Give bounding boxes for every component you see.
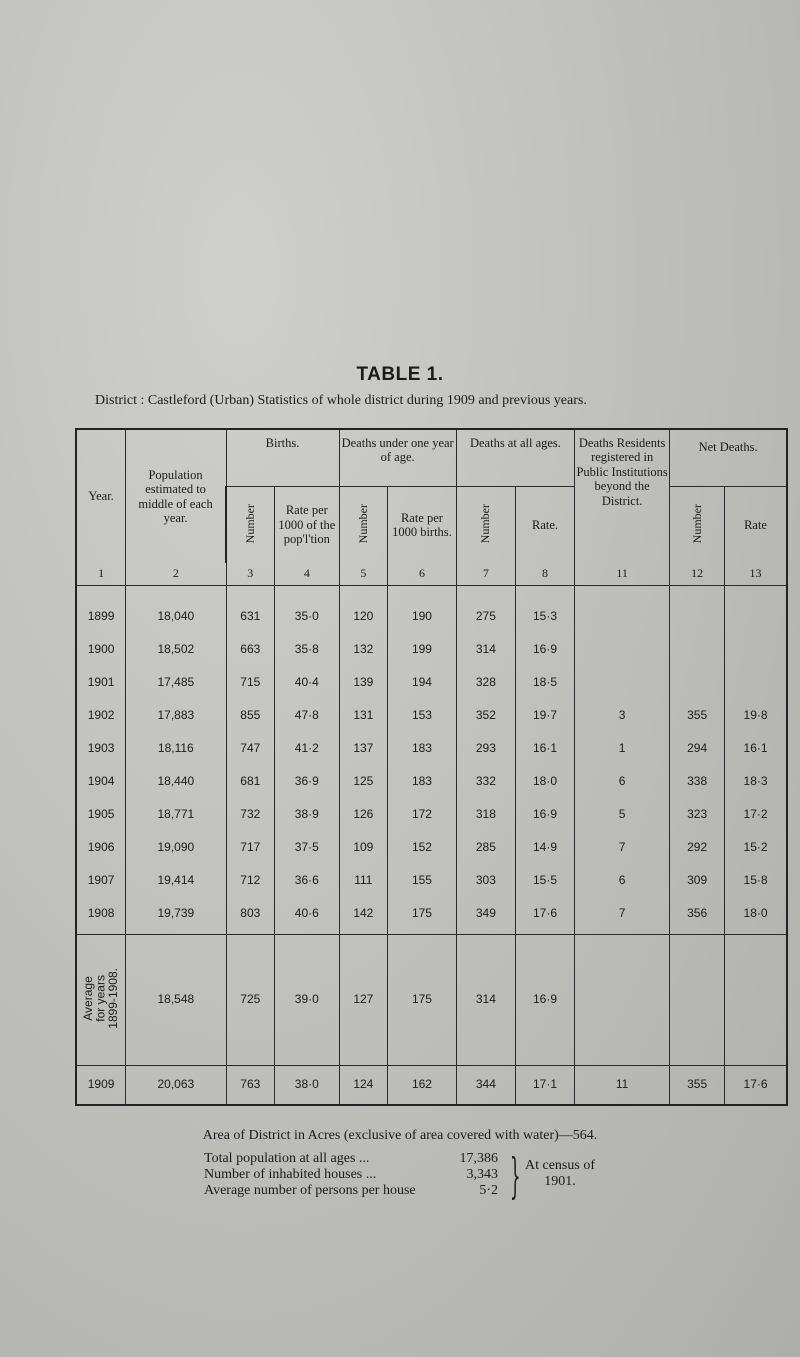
header-deaths-residents: Deaths Residents registered in Public Institutions beyond the District. <box>575 429 670 563</box>
cell-pop: 18,548 <box>126 935 226 1066</box>
cell-net-rate <box>725 586 787 634</box>
cell-pop: 18,116 <box>126 732 226 765</box>
cell-pop: 18,040 <box>126 586 226 634</box>
cell-infant-deaths-number: 125 <box>339 765 388 798</box>
header-births-rate: Rate per 1000 of the pop'l'tion <box>275 487 339 564</box>
average-row <box>76 935 787 1066</box>
cell-institution-deaths: 6 <box>575 864 670 897</box>
header-deaths-all-ages: Deaths at all ages. <box>456 429 574 487</box>
cell-infant-deaths-number: 139 <box>339 666 388 699</box>
summary-line <box>204 1167 498 1183</box>
cell-net-number <box>670 633 725 666</box>
cell-net-number: 323 <box>670 798 725 831</box>
table-row <box>76 732 787 765</box>
cell-infant-deaths-rate: 155 <box>388 864 457 897</box>
cell-net-rate <box>725 935 787 1066</box>
cell-births-number: 855 <box>226 699 275 732</box>
column-number: 8 <box>515 563 574 586</box>
table-row <box>76 633 787 666</box>
cell-infant-deaths-number: 109 <box>339 831 388 864</box>
cell-pop: 18,440 <box>126 765 226 798</box>
cell-infant-deaths-rate: 194 <box>388 666 457 699</box>
cell-net-rate: 18·0 <box>725 897 787 935</box>
table-row <box>76 699 787 732</box>
cell-births-rate: 36·6 <box>275 864 339 897</box>
cell-net-number <box>670 935 725 1066</box>
cell-births-number: 631 <box>226 586 275 634</box>
cell-infant-deaths-rate: 162 <box>388 1066 457 1106</box>
cell-births-rate: 35·0 <box>275 586 339 634</box>
cell-births-rate: 35·8 <box>275 633 339 666</box>
cell-net-rate: 18·3 <box>725 765 787 798</box>
cell-births-rate: 40·6 <box>275 897 339 935</box>
cell-infant-deaths-rate: 199 <box>388 633 457 666</box>
cell-institution-deaths <box>575 586 670 634</box>
table-row <box>76 798 787 831</box>
cell-pop: 18,771 <box>126 798 226 831</box>
column-number: 5 <box>339 563 388 586</box>
cell-pop: 20,063 <box>126 1066 226 1106</box>
header-year: Year. <box>76 429 126 563</box>
cell-deaths-number: 293 <box>456 732 515 765</box>
cell-births-rate: 37·5 <box>275 831 339 864</box>
cell-institution-deaths <box>575 633 670 666</box>
statistics-table <box>75 428 788 1106</box>
cell-net-number: 294 <box>670 732 725 765</box>
summary-value: 5·2 <box>479 1183 498 1198</box>
cell-net-number: 355 <box>670 699 725 732</box>
cell-births-rate: 38·0 <box>275 1066 339 1106</box>
brace-glyph: } <box>509 1148 521 1204</box>
cell-year: 1908 <box>76 897 126 935</box>
cell-infant-deaths-rate: 175 <box>388 935 457 1066</box>
cell-births-rate: 38·9 <box>275 798 339 831</box>
cell-births-number: 763 <box>226 1066 275 1106</box>
cell-pop: 19,739 <box>126 897 226 935</box>
summary-value: 3,343 <box>466 1167 498 1182</box>
column-number: 2 <box>126 563 226 586</box>
header-deaths-all-number: Number <box>456 487 515 564</box>
cell-deaths-number: 349 <box>456 897 515 935</box>
cell-births-number: 725 <box>226 935 275 1066</box>
cell-births-rate: 39·0 <box>275 935 339 1066</box>
summary-line <box>204 1183 498 1199</box>
cell-net-rate: 19·8 <box>725 699 787 732</box>
header-births: Births. <box>226 429 339 487</box>
cell-year: 1909 <box>76 1066 126 1106</box>
cell-births-number: 803 <box>226 897 275 935</box>
cell-net-rate <box>725 633 787 666</box>
cell-institution-deaths <box>575 666 670 699</box>
cell-infant-deaths-number: 127 <box>339 935 388 1066</box>
cell-net-number: 309 <box>670 864 725 897</box>
cell-infant-deaths-number: 137 <box>339 732 388 765</box>
cell-deaths-number: 318 <box>456 798 515 831</box>
summary-block <box>204 1151 498 1199</box>
cell-year: 1905 <box>76 798 126 831</box>
summary-line <box>204 1151 498 1167</box>
cell-deaths-rate: 18·5 <box>515 666 574 699</box>
header-deaths-all-rate: Rate. <box>515 487 574 564</box>
cell-year: 1902 <box>76 699 126 732</box>
cell-deaths-number: 303 <box>456 864 515 897</box>
cell-births-number: 732 <box>226 798 275 831</box>
cell-year: 1899 <box>76 586 126 634</box>
header-net-deaths: Net Deaths. <box>670 429 787 487</box>
cell-institution-deaths: 7 <box>575 897 670 935</box>
cell-births-rate: 41·2 <box>275 732 339 765</box>
table-row <box>76 897 787 935</box>
cell-infant-deaths-number: 111 <box>339 864 388 897</box>
cell-deaths-rate: 16·1 <box>515 732 574 765</box>
cell-deaths-rate: 16·9 <box>515 798 574 831</box>
column-number: 11 <box>575 563 670 586</box>
cell-infant-deaths-rate: 190 <box>388 586 457 634</box>
cell-births-rate: 40·4 <box>275 666 339 699</box>
cell-year: 1900 <box>76 633 126 666</box>
cell-net-number: 338 <box>670 765 725 798</box>
table-row <box>76 864 787 897</box>
cell-births-rate: 47·8 <box>275 699 339 732</box>
cell-institution-deaths: 6 <box>575 765 670 798</box>
header-deaths-under-one: Deaths under one year of age. <box>339 429 456 487</box>
table-subtitle: District : Castleford (Urban) Statistics of whole district during 1909 and previous years. <box>95 393 587 408</box>
table-row <box>76 586 787 634</box>
cell-deaths-number: 352 <box>456 699 515 732</box>
cell-births-number: 663 <box>226 633 275 666</box>
cell-year: 1903 <box>76 732 126 765</box>
cell-infant-deaths-rate: 172 <box>388 798 457 831</box>
cell-pop: 19,414 <box>126 864 226 897</box>
cell-net-number: 292 <box>670 831 725 864</box>
cell-deaths-number: 275 <box>456 586 515 634</box>
cell-deaths-number: 314 <box>456 633 515 666</box>
cell-infant-deaths-rate: 175 <box>388 897 457 935</box>
cell-net-rate: 16·1 <box>725 732 787 765</box>
header-deaths-under-one-number: Number <box>339 487 388 564</box>
cell-births-number: 715 <box>226 666 275 699</box>
cell-deaths-number: 328 <box>456 666 515 699</box>
column-number: 6 <box>388 563 457 586</box>
cell-pop: 17,883 <box>126 699 226 732</box>
header-net-rate: Rate <box>725 487 787 564</box>
summary-label: Average number of persons per house <box>204 1183 416 1198</box>
cell-infant-deaths-rate: 153 <box>388 699 457 732</box>
cell-net-rate: 17·2 <box>725 798 787 831</box>
cell-net-number: 356 <box>670 897 725 935</box>
table-row <box>76 666 787 699</box>
table-title: TABLE 1. <box>356 364 444 385</box>
cell-births-number: 712 <box>226 864 275 897</box>
area-note: Area of District in Acres (exclusive of area covered with water)—564. <box>202 1128 598 1143</box>
cell-pop: 19,090 <box>126 831 226 864</box>
cell-pop: 17,485 <box>126 666 226 699</box>
column-number: 7 <box>456 563 515 586</box>
cell-institution-deaths: 3 <box>575 699 670 732</box>
cell-net-number <box>670 666 725 699</box>
cell-institution-deaths: 1 <box>575 732 670 765</box>
cell-net-rate: 17·6 <box>725 1066 787 1106</box>
cell-institution-deaths: 7 <box>575 831 670 864</box>
cell-infant-deaths-number: 142 <box>339 897 388 935</box>
cell-deaths-rate: 19·7 <box>515 699 574 732</box>
cell-year: 1907 <box>76 864 126 897</box>
average-label: Average for years 1899-1908. <box>76 935 126 1066</box>
table-row <box>76 831 787 864</box>
current-year-row <box>76 1066 787 1106</box>
cell-deaths-rate: 15·5 <box>515 864 574 897</box>
cell-institution-deaths: 5 <box>575 798 670 831</box>
cell-deaths-number: 285 <box>456 831 515 864</box>
cell-deaths-rate: 15·3 <box>515 586 574 634</box>
table-row <box>76 765 787 798</box>
column-number: 4 <box>275 563 339 586</box>
cell-net-number: 355 <box>670 1066 725 1106</box>
column-number: 1 <box>76 563 126 586</box>
header-population: Population estimated to middle of each year. <box>126 429 226 563</box>
census-note: At census of 1901. <box>525 1158 595 1189</box>
cell-births-rate: 36·9 <box>275 765 339 798</box>
cell-deaths-rate: 16·9 <box>515 935 574 1066</box>
cell-net-rate <box>725 666 787 699</box>
cell-net-number <box>670 586 725 634</box>
cell-infant-deaths-number: 132 <box>339 633 388 666</box>
cell-deaths-number: 344 <box>456 1066 515 1106</box>
cell-deaths-rate: 16·9 <box>515 633 574 666</box>
cell-deaths-rate: 14·9 <box>515 831 574 864</box>
summary-label: Total population at all ages ... <box>204 1151 370 1166</box>
cell-institution-deaths <box>575 935 670 1066</box>
cell-deaths-number: 314 <box>456 935 515 1066</box>
header-net-number: Number <box>670 487 725 564</box>
cell-institution-deaths: 11 <box>575 1066 670 1106</box>
cell-deaths-number: 332 <box>456 765 515 798</box>
cell-net-rate: 15·2 <box>725 831 787 864</box>
summary-value: 17,386 <box>459 1151 498 1166</box>
cell-deaths-rate: 17·1 <box>515 1066 574 1106</box>
cell-pop: 18,502 <box>126 633 226 666</box>
cell-infant-deaths-rate: 152 <box>388 831 457 864</box>
column-number: 12 <box>670 563 725 586</box>
column-number: 3 <box>226 563 275 586</box>
cell-deaths-rate: 17·6 <box>515 897 574 935</box>
cell-infant-deaths-number: 126 <box>339 798 388 831</box>
cell-year: 1906 <box>76 831 126 864</box>
summary-label: Number of inhabited houses ... <box>204 1167 377 1182</box>
cell-infant-deaths-number: 124 <box>339 1066 388 1106</box>
cell-deaths-rate: 18·0 <box>515 765 574 798</box>
cell-net-rate: 15·8 <box>725 864 787 897</box>
cell-births-number: 747 <box>226 732 275 765</box>
column-number: 13 <box>725 563 787 586</box>
cell-infant-deaths-number: 120 <box>339 586 388 634</box>
cell-year: 1901 <box>76 666 126 699</box>
cell-births-number: 681 <box>226 765 275 798</box>
header-deaths-under-one-rate: Rate per 1000 births. <box>388 487 457 564</box>
cell-infant-deaths-rate: 183 <box>388 765 457 798</box>
cell-infant-deaths-rate: 183 <box>388 732 457 765</box>
cell-infant-deaths-number: 131 <box>339 699 388 732</box>
cell-year: 1904 <box>76 765 126 798</box>
cell-births-number: 717 <box>226 831 275 864</box>
header-births-number: Number <box>226 487 275 564</box>
